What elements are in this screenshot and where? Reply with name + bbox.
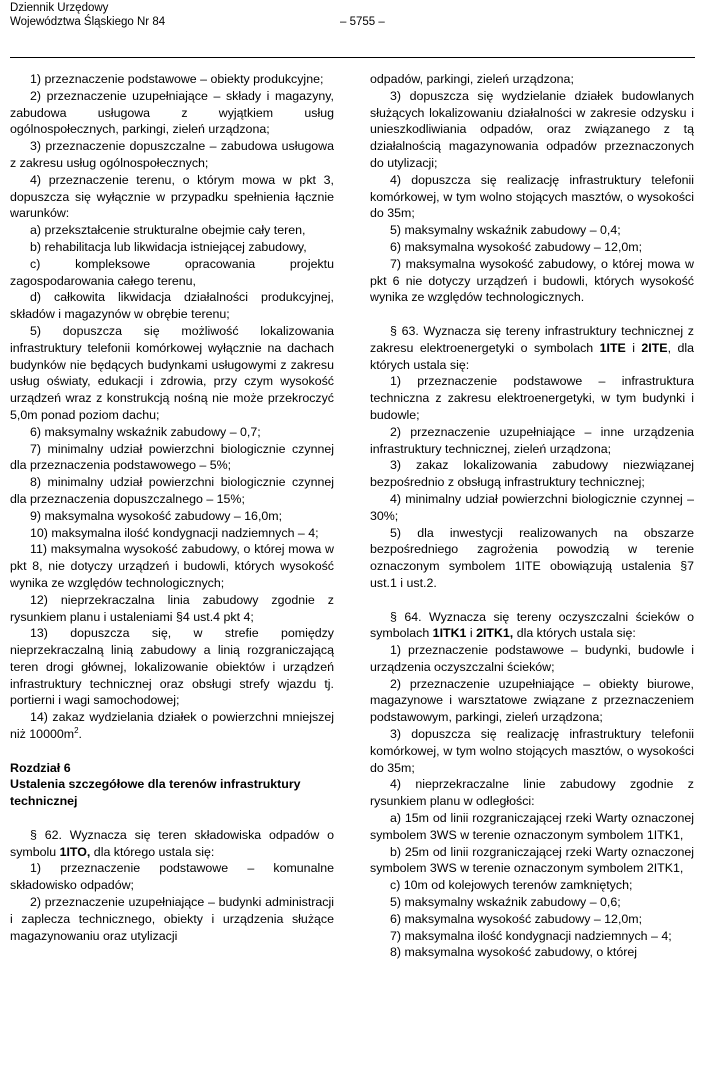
paragraph: 6) maksymalna wysokość zabudowy – 12,0m; [390, 239, 643, 254]
paragraph: 8) maksymalna wysokość zabudowy, o której [390, 945, 637, 960]
running-header [10, 1, 695, 29]
paragraph: 11) maksymalna wysokość zabudowy, o której mowa w pkt 8, nie dotyczy urządzeń i budowli, których wysokość wynika ze względów technologicznych; [10, 542, 334, 590]
paragraph: 13) dopuszcza się, w strefie pomiędzy nieprzekraczalną linią zabudowy a linią rozgraniczającą teren drogi głównej, lokalizowanie obiektów i urządzeń infrastruktury technicznej oraz obsługi strefy wjazdu tj. portierni i wagi samochodowej; [10, 626, 334, 708]
paragraph: 7) maksymalna wysokość zabudowy, o której mowa w pkt 6 nie dotyczy urządzeń i budowli, których wysokość wynika ze względów technologicznych. [370, 256, 694, 305]
section-paragraph [10, 827, 334, 861]
paragraph: a) 15m od linii rozgraniczającej rzeki Warty oznaczonej symbolem 3WS w terenie oznaczonym symbolem 1ITK1, [370, 811, 694, 842]
paragraph: 5) dla inwestycji realizowanych na obszarze bezpośredniego zagrożenia powodzią w terenie oznaczonym symbolem 1ITE obowiązują ustalenia §7 ust.1 i ust.2. [370, 525, 694, 590]
paragraph: 1) przeznaczenie podstawowe – infrastruktura techniczna z zakresu elektroenergetyki, w tym budynki i budowle; [370, 374, 694, 422]
paragraph: b) rehabilitacja lub likwidacja istniejącej zabudowy, [30, 239, 307, 254]
paragraph: odpadów, parkingi, zieleń urządzona; [370, 72, 574, 86]
paragraph: 1) przeznaczenie podstawowe – komunalne składowisko odpadów; [10, 861, 334, 893]
section-paragraph [370, 609, 694, 643]
chapter-number: Rozdział 6 [10, 760, 71, 775]
journal-issue: Województwa Śląskiego Nr 84 [10, 16, 166, 28]
zone-symbol: 2ITK1, [476, 626, 514, 641]
paragraph: 2) przeznaczenie uzupełniające – inne urządzenia infrastruktury technicznej, zieleń urządzona; [370, 424, 694, 456]
paragraph: 2) przeznaczenie uzupełniające – budynki administracji i zaplecza technicznego, obiekty i urządzenia służące magazynowaniu oraz utylizacji [10, 895, 334, 943]
paragraph: 2) przeznaczenie uzupełniające – składy i magazyny, zabudowa usługowa z wyjątkiem usług ogólnospołecznych, parkingi, zieleń urządzona; [10, 88, 334, 137]
paragraph: 8) minimalny udział powierzchni biologicznie czynnej dla przeznaczenia dopuszczalnego – 15%; [10, 475, 334, 506]
paragraph: 3) przeznaczenie dopuszczalne – zabudowa usługowa z zakresu usług ogólnospołecznych; [10, 139, 334, 170]
paragraph: 5) maksymalny wskaźnik zabudowy – 0,4; [390, 223, 621, 238]
paragraph: 1) przeznaczenie podstawowe – obiekty produkcyjne; [30, 72, 324, 86]
paragraph: 7) maksymalna ilość kondygnacji nadziemnych – 4; [390, 928, 672, 943]
paragraph: 5) dopuszcza się możliwość lokalizowania infrastruktury telefonii komórkowej wyłącznie na dachach budynków nie będących budynkami usługowymi z zakresu usług oświaty, edukacji i zdrowia, przy czym wysokość urządzeń wraz z konstrukcją nośną nie może przekroczyć 5,0m ponad poziom dachu; [10, 323, 334, 422]
chapter-title: Ustalenia szczegółowe dla terenów infrastruktury technicznej [10, 777, 301, 809]
paragraph: 3) dopuszcza się wydzielanie działek budowlanych służących lokalizowaniu działalności w zakresie odzysku i unieszkodliwiania odpadów, oraz związanego z tą działalnością magazynowania odpadów przeznaczonych do utylizacji; [370, 88, 694, 170]
paragraph-text: § 64. Wyznacza się tereny oczyszczalni ścieków o symbolach [370, 609, 694, 641]
paragraph-text: 14) zakaz wydzielania działek o powierzchni mniejszej niż 10000m [10, 710, 334, 742]
paragraph: 12) nieprzekraczalna linia zabudowy zgodnie z rysunkiem planu i ustaleniami §4 ust.4 pkt 4; [10, 592, 334, 624]
zone-symbol: 1ITK1 [432, 626, 467, 641]
paragraph-text: § 62. Wyznacza się teren składowiska odpadów o symbolu [10, 827, 334, 859]
paragraph-text: . [78, 727, 82, 742]
zone-symbol: 2ITE [641, 340, 668, 355]
paragraph: d) całkowita likwidacja działalności produkcyjnej, składów i magazynów w obrębie terenu; [10, 290, 334, 322]
paragraph: 6) maksymalna wysokość zabudowy – 12,0m; [390, 911, 643, 926]
journal-name: Dziennik Urzędowy [10, 2, 109, 14]
paragraph-text: dla których ustala się: [513, 626, 636, 641]
paragraph-text: § 63. Wyznacza się tereny infrastruktury technicznej z zakresu elektroenergetyki o symbolach [370, 323, 694, 355]
paragraph: 4) nieprzekraczalne linie zabudowy zgodnie z rysunkiem planu w odległości: [370, 777, 694, 809]
paragraph-text: , dla których ustala się: [370, 340, 694, 372]
page-number: – 5755 – [340, 16, 385, 28]
paragraph: 4) dopuszcza się realizację infrastruktury telefonii komórkowej, w tym wolno stojących masztów, o wysokości do 35m; [370, 172, 694, 221]
paragraph: c) 10m od kolejowych terenów zamkniętych; [390, 878, 633, 893]
paragraph: 7) minimalny udział powierzchni biologicznie czynnej dla przeznaczenia podstawowego – 5%; [10, 441, 334, 473]
paragraph: a) przekształcenie strukturalne obejmie cały teren, [30, 223, 306, 238]
paragraph: 2) przeznaczenie uzupełniające – obiekty biurowe, magazynowe i warsztatowe związane z przeznaczeniem podstawowym, parkingi, zieleń urządzona; [370, 676, 694, 725]
paragraph: c) kompleksowe opracowania projektu zagospodarowania całego terenu, [10, 256, 334, 288]
paragraph-text: dla którego ustala się: [90, 844, 215, 859]
paragraph: 5) maksymalny wskaźnik zabudowy – 0,6; [390, 895, 621, 910]
zone-symbol: 1ITE [599, 340, 626, 355]
section-paragraph [370, 323, 694, 373]
header-rule [10, 57, 695, 58]
right-column [370, 71, 694, 961]
paragraph-text: i [625, 340, 642, 355]
paragraph: 9) maksymalna wysokość zabudowy – 16,0m; [30, 508, 283, 523]
paragraph: 4) przeznaczenie terenu, o którym mowa w pkt 3, dopuszcza się wyłącznie w przypadku spełnienia łącznie warunków: [10, 172, 334, 221]
paragraph-text: i [466, 626, 477, 641]
paragraph: b) 25m od linii rozgraniczającej rzeki Warty oznaczonej symbolem 3WS w terenie oznaczonym symbolem 2ITK1, [370, 844, 694, 876]
superscript: 2 [74, 725, 79, 735]
paragraph: 4) minimalny udział powierzchni biologicznie czynnej – 30%; [370, 491, 694, 523]
paragraph: 10) maksymalna ilość kondygnacji nadziemnych – 4; [30, 525, 319, 540]
paragraph: 3) dopuszcza się realizację infrastruktury telefonii komórkowej, w tym wolno stojących masztów, o wysokości do 35m; [370, 727, 694, 775]
left-column [10, 71, 334, 944]
zone-symbol: 1ITO, [59, 844, 91, 859]
paragraph: 6) maksymalny wskaźnik zabudowy – 0,7; [30, 424, 261, 439]
paragraph: 1) przeznaczenie podstawowe – budynki, budowle i urządzenia oczyszczalni ścieków; [370, 643, 694, 674]
paragraph: 3) zakaz lokalizowania zabudowy niezwiązanej bezpośrednio z obsługą infrastruktury technicznej; [370, 458, 694, 490]
paragraph [10, 709, 334, 743]
